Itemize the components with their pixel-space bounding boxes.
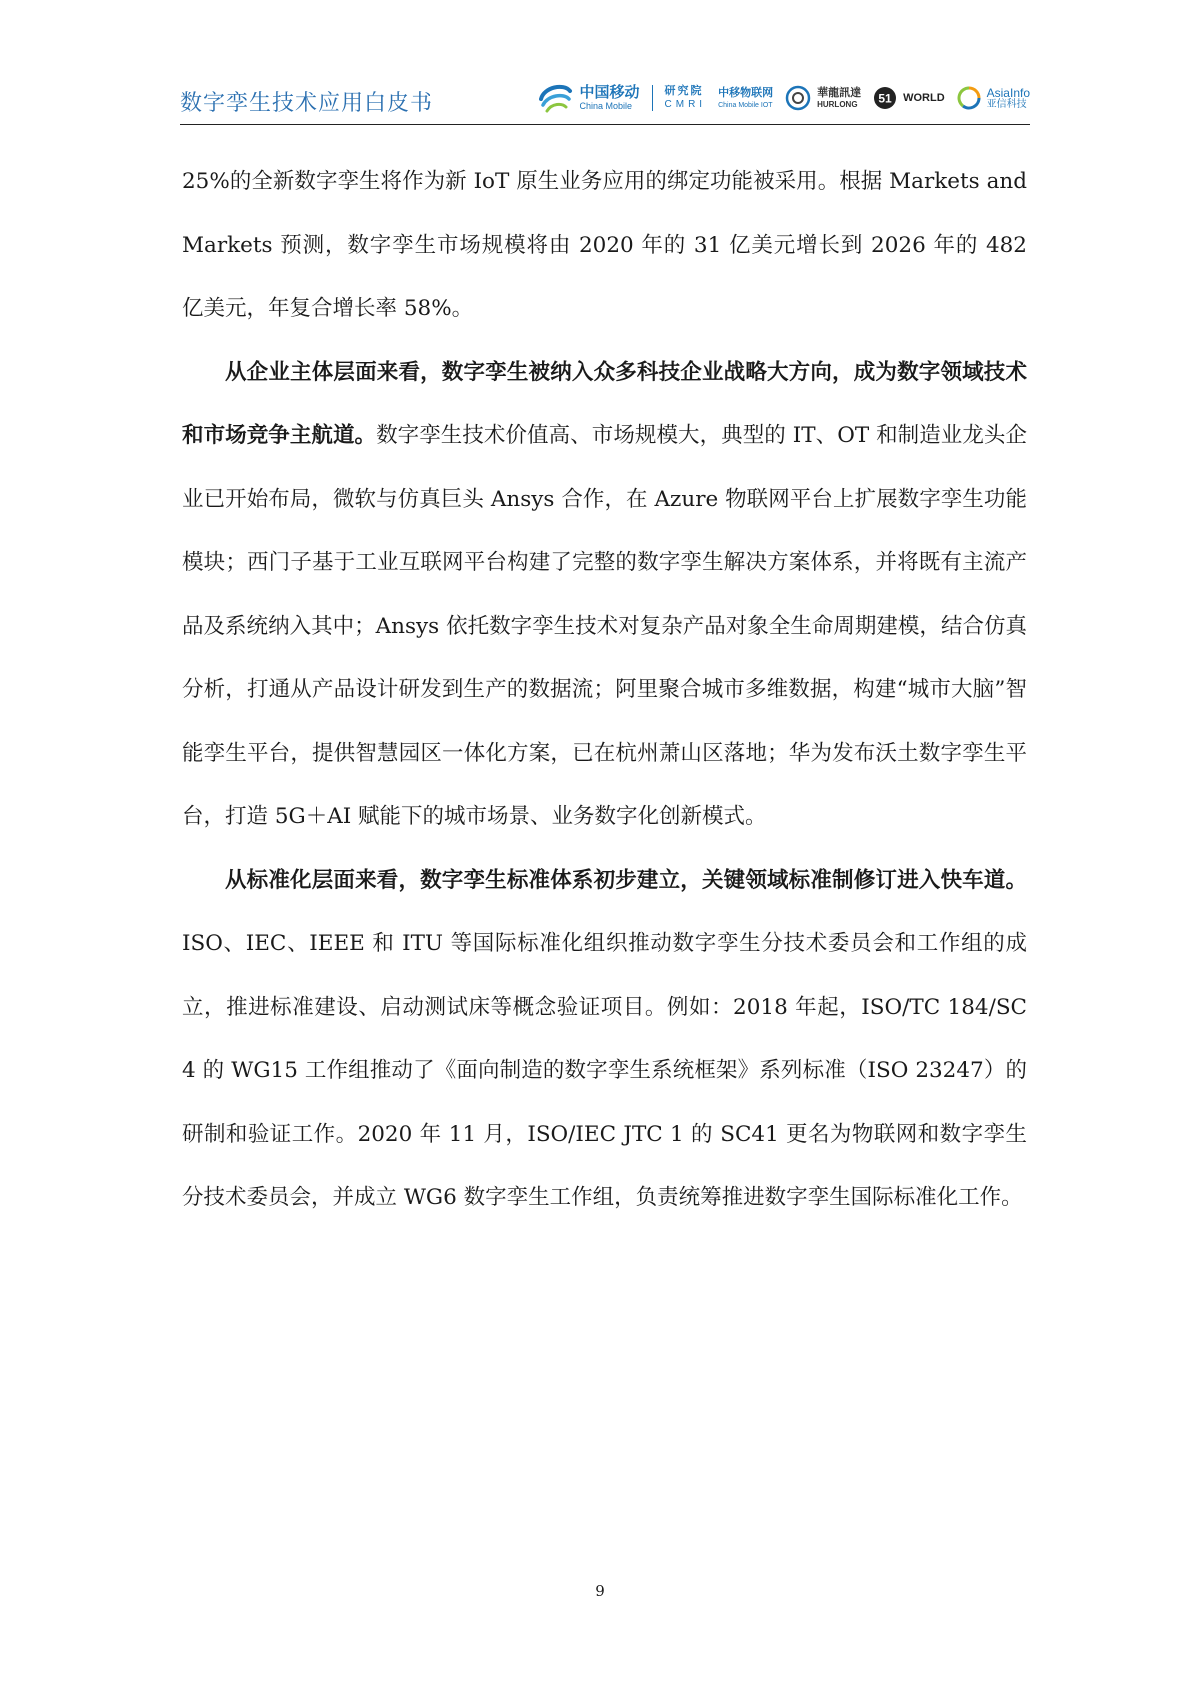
document-title: 数字孪生技术应用白皮书 bbox=[180, 91, 434, 116]
51world-badge-text: 51 bbox=[878, 91, 892, 106]
page-body bbox=[182, 150, 1027, 1230]
asiainfo-logo bbox=[957, 86, 1030, 110]
cmri-logo bbox=[665, 86, 707, 110]
enterprise-body-text: 数字孪生技术价值高、市场规模大，典型的 IT、OT 和制造业龙头企业已开始布局，微软与仿真巨头 Ansys 合作，在 Azure 物联网平台上扩展数字孪生功能模块；西门子基于工业互联网平台构建了完整的数字孪生解决方案体系，并将既有主流产品及系统纳入其中；Ansys 依托数字孪生技术对复杂产品对象全生命周期建模，结合仿真分析，打通从产品设计研发到生产的数据流；阿里聚合城市多维数据，构建“城市大脑”智能孪生平台，提供智慧园区一体化方案，已在杭州萧山区落地；华为发布沃土数字孪生平台，打造 5G＋AI 赋能下的城市场景、业务数字化创新模式。 bbox=[182, 423, 1027, 829]
51world-text: WORLD bbox=[903, 92, 945, 104]
asiainfo-ring-icon bbox=[957, 86, 981, 110]
china-mobile-iot-logo bbox=[718, 88, 773, 109]
china-mobile-swirl-icon bbox=[538, 81, 574, 115]
enterprise-lead-sentence: 从企业主体层面来看，数字孪生被纳入众多科技企业战略大方向，成为数字领域技术和市场竞争主航道。 bbox=[182, 359, 1027, 448]
china-mobile-en: China Mobile bbox=[579, 101, 633, 111]
page-number: 9 bbox=[595, 1582, 605, 1600]
paragraph-enterprise bbox=[182, 341, 1027, 849]
paragraph-standardization bbox=[182, 849, 1027, 1230]
page-header bbox=[180, 78, 1030, 125]
china-mobile-cn: 中国移动 bbox=[579, 84, 640, 101]
cmri-cn: 研究院 bbox=[664, 85, 704, 97]
asiainfo-cn: 亚信科技 bbox=[986, 98, 1027, 110]
partner-logos bbox=[538, 78, 1030, 118]
logo-separator bbox=[652, 85, 653, 111]
standardization-body-text: ISO、IEC、IEEE 和 ITU 等国际标准化组织推动数字孪生分技术委员会和工作组的成立，推进标准建设、启动测试床等概念验证项目。例如：2018 年起，ISO/TC 184/SC 4 的 WG15 工作组推动了《面向制造的数字孪生系统框架》系列标准（ISO 23247）的研制和验证工作。2020 年 11 月，ISO/IEC JTC 1 的 SC41 更名为物联网和数字孪生分技术委员会，并成立 WG6 数字孪生工作组，负责统筹推进数字孪生国际标准化工作。 bbox=[182, 931, 1027, 1210]
paragraph-market-forecast: 25%的全新数字孪生将作为新 IoT 原生业务应用的绑定功能被采用。根据 Markets and Markets 预测，数字孪生市场规模将由 2020 年的 31 亿美元增长到 2026 年的 482 亿美元，年复合增长率 58%。 bbox=[182, 169, 1027, 321]
51world-logo bbox=[873, 86, 945, 110]
hurlong-cn: 華龍訊達 bbox=[817, 86, 862, 99]
hurlong-emblem-icon bbox=[785, 85, 811, 111]
hurlong-en: HURLONG bbox=[817, 99, 858, 109]
cmri-en: CMRI bbox=[664, 99, 707, 110]
asiainfo-en: AsiaInfo bbox=[986, 85, 1030, 100]
iot-en: China Mobile IOT bbox=[718, 101, 773, 109]
china-mobile-logo bbox=[538, 81, 640, 115]
51world-badge-icon bbox=[873, 86, 897, 110]
iot-cn: 中移物联网 bbox=[718, 86, 774, 99]
hurlong-logo bbox=[785, 85, 861, 111]
standardization-lead-sentence: 从标准化层面来看，数字孪生标准体系初步建立，关键领域标准制修订进入快车道。 bbox=[225, 867, 1027, 893]
